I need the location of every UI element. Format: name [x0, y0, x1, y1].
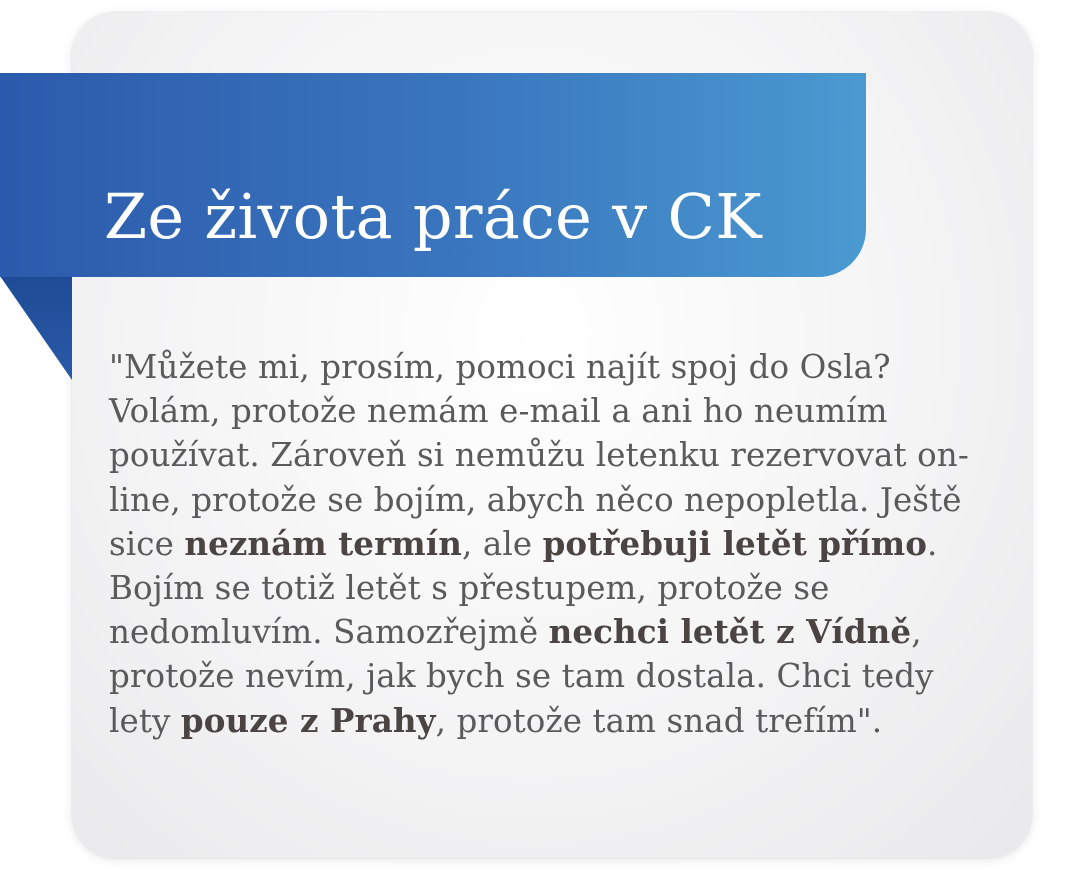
quote-emphasis: neznám termín	[184, 523, 462, 563]
quote-segment: "Můžete mi, prosím, pomoci najít spoj do Osla? Volám, protože nemám e-mail a ani ho neumím používat. Zároveň si nemůžu letenku rezervovat on-line, protože se bojím, abych něco nepopletla. Ještě sice	[109, 348, 969, 563]
banner-fold	[0, 276, 72, 380]
quote-segment: , ale	[461, 524, 543, 563]
quote-emphasis: pouze z Prahy	[180, 700, 436, 740]
page-title: Ze života práce v CK	[104, 180, 762, 254]
quote-emphasis: potřebuji letět přímo	[542, 523, 927, 563]
quote-segment: , protože nevím, jak bych se tam dostala. Chci tedy lety	[109, 613, 934, 740]
quote-segment: , protože tam snad trefím".	[435, 701, 883, 740]
quote-text	[109, 345, 1004, 743]
quote-emphasis: nechci letět z Vídně	[548, 612, 912, 652]
quote-segment: . Bojím se totiž letět s přestupem, protože se nedomluvím. Samozřejmě	[109, 524, 938, 652]
